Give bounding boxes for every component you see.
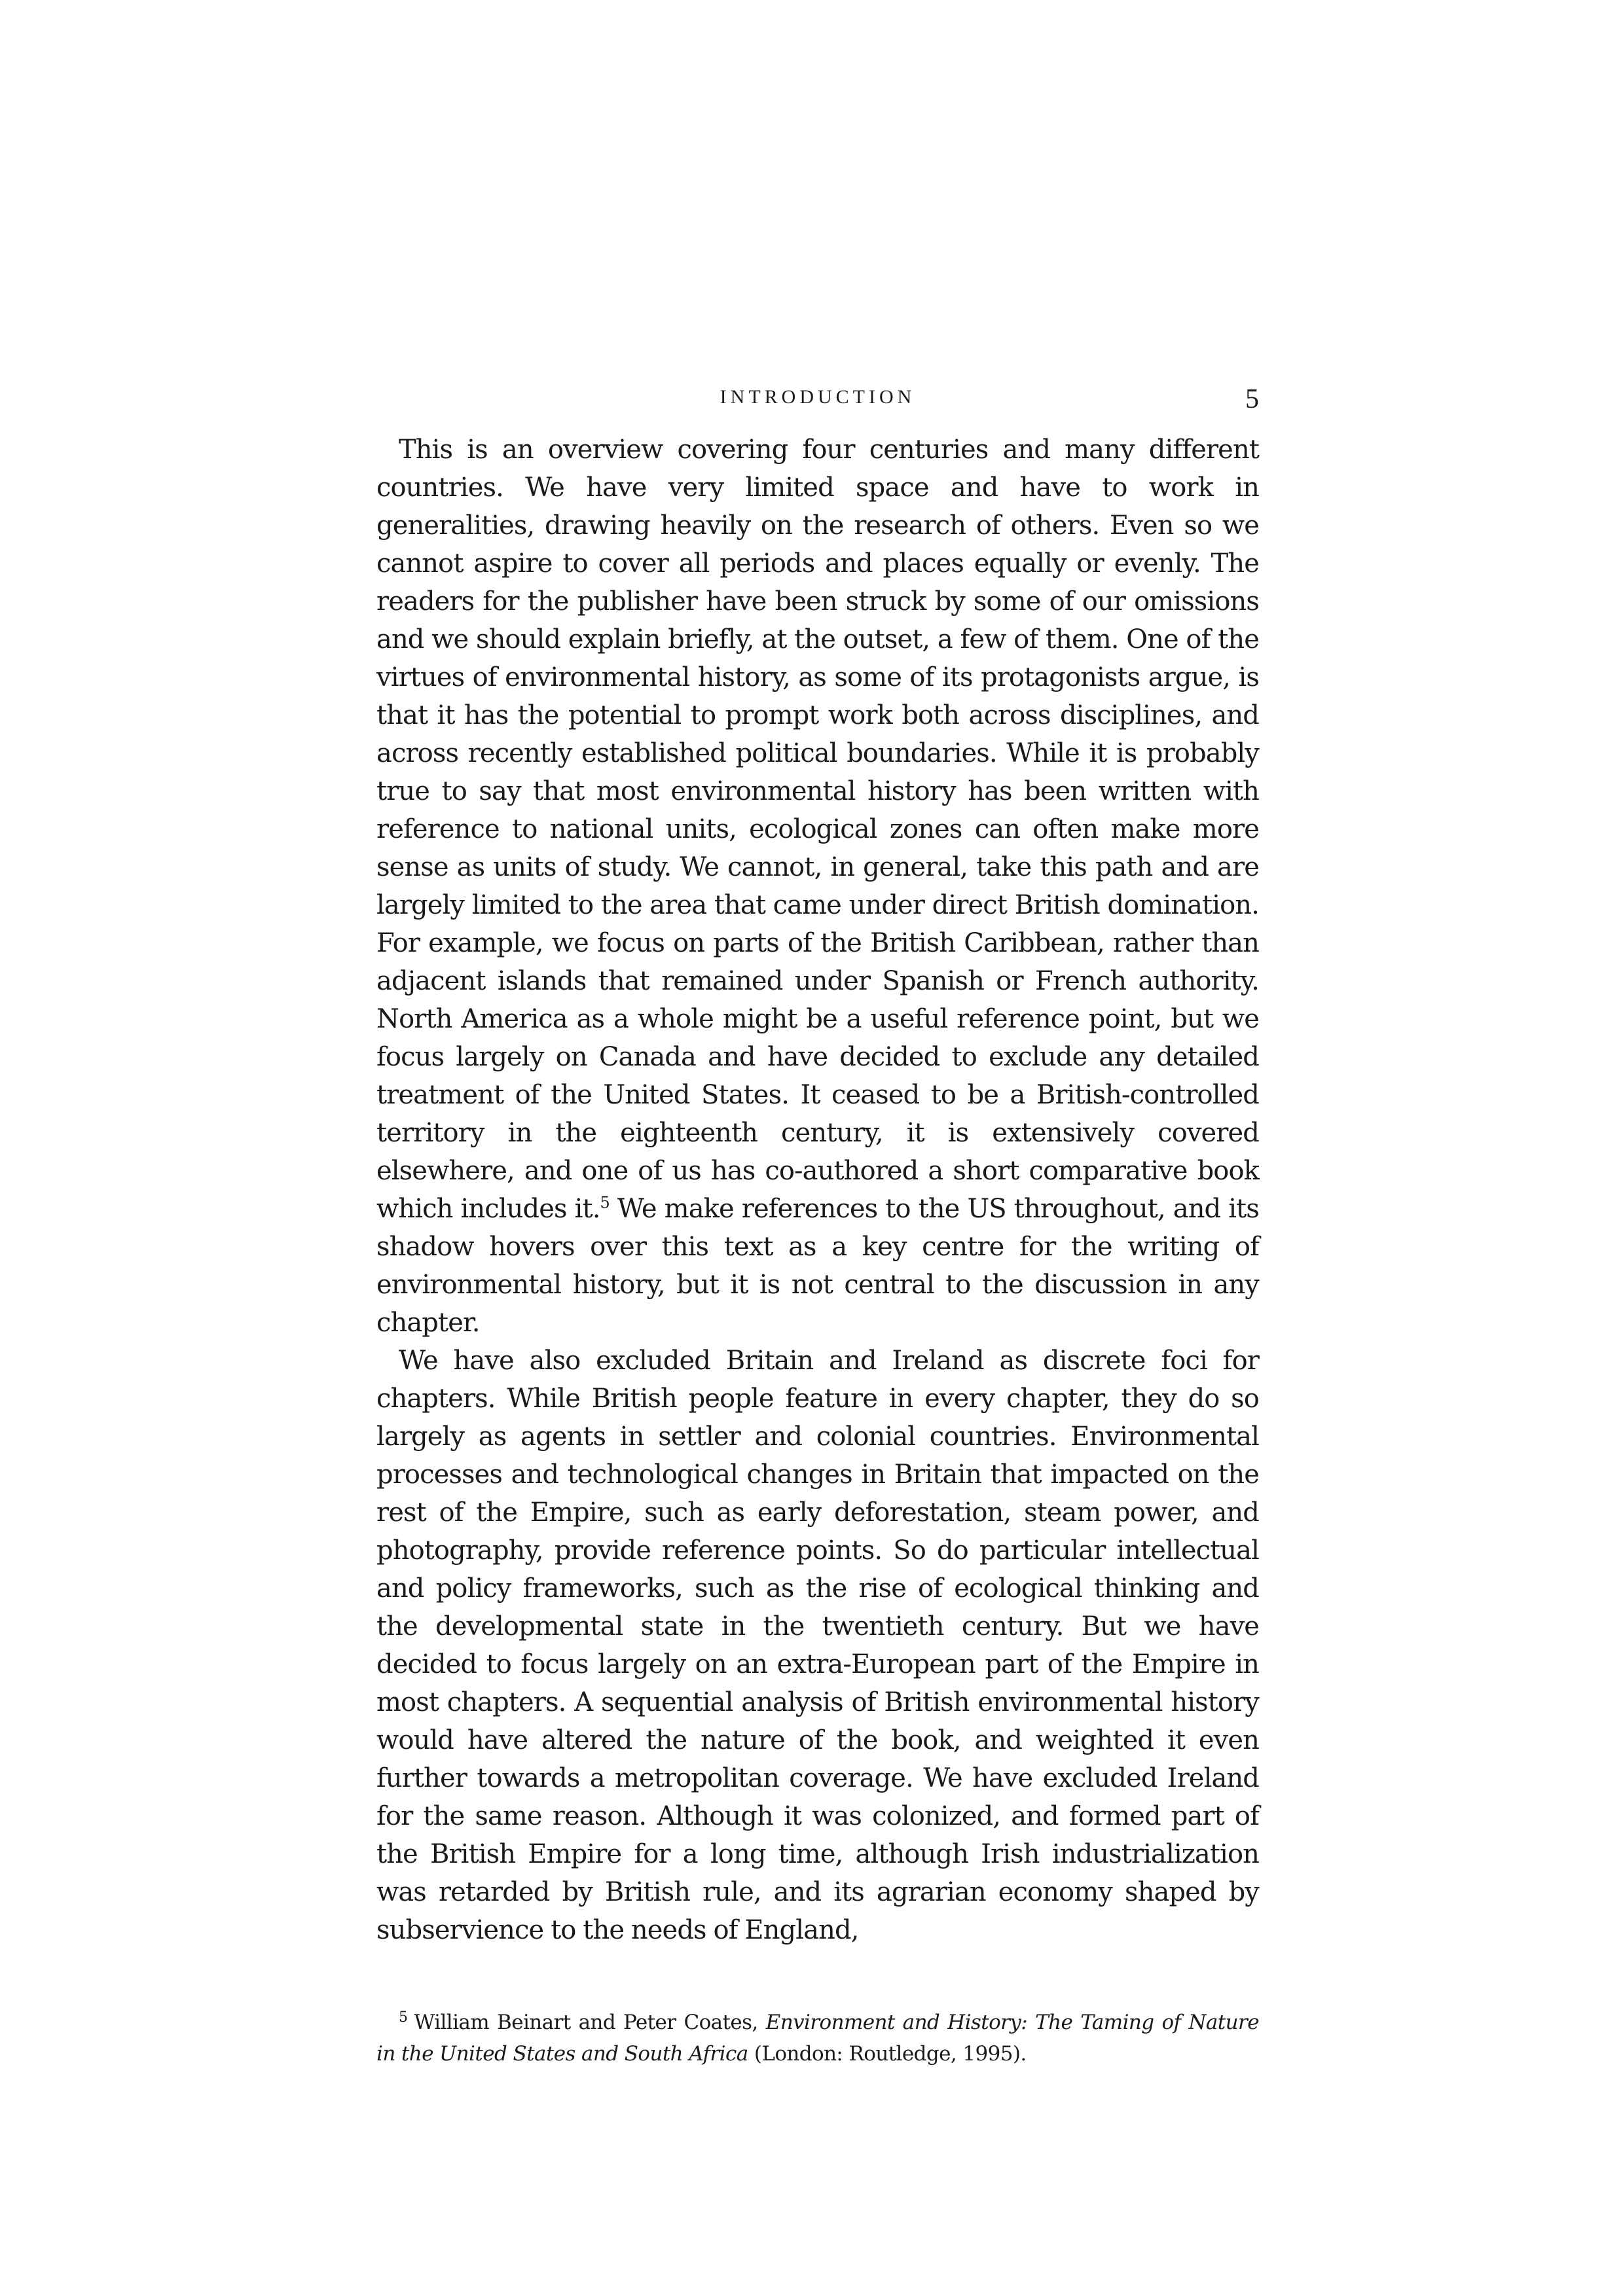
footnote-number: 5 [399,2009,408,2026]
footnote-authors: William Beinart and Peter Coates, [414,2011,766,2034]
footnote-title: Environment and History: The Taming of Nature in the United States and South Africa [376,2011,1259,2066]
running-title: INTRODUCTION [720,386,916,408]
paragraph-1 [376,431,1259,1342]
running-head [376,386,1259,425]
book-page [376,386,1259,2070]
footnote-publication: (London: Routledge, 1995). [748,2042,1027,2066]
footnote-reference: 5 [600,1193,610,1212]
paragraph-2: We have also excluded Britain and Ireland as discrete foci for chapters. While British people feature in every chapter, they do so largely as agents in settler and colonial countries. Environmental processes and technological changes in Britain that impacted on the rest of the Empire, such as early deforestation, steam power, and photography, provide reference points. So do particular intellectual and policy frameworks, such as the rise of ecological thinking and the developmental state in the twentieth century. But we have decided to focus largely on an extra-European part of the Empire in most chapters. A sequential analysis of British environmental history would have altered the nature of the book, and weighted it even further towards a metropolitan coverage. We have excluded Ireland for the same reason. Although it was colonized, and formed part of the British Empire for a long time, although Irish industrialization was retarded by British rule, and its agrarian economy shaped by subservience to the needs of England, [376,1346,1259,1945]
body-text [376,431,1259,1949]
paragraph-1-text-continued: We make references to the US throughout, and its shadow hovers over this text as a key centre for the writing of environmental history, but it is not central to the discussion in any chapter. [376,1194,1259,1338]
page-number: 5 [1245,384,1259,414]
paragraph-1-text: This is an overview covering four centuries and many different countries. We have very limited space and have to work in generalities, drawing heavily on the research of others. Even so we cannot aspire to cover all periods and places equally or evenly. The readers for the publisher have been struck by some of our omissions and we should explain briefly, at the outset, a few of them. One of the virtues of environmental history, as some of its protagonists argue, is that it has the potential to prompt work both across disciplines, and across recently established political boundaries. While it is probably true to say that most environmental history has been written with reference to national units, ecological zones can often make more sense as units of study. We cannot, in general, take this path and are largely limited to the area that came under direct British domination. For example, we focus on parts of the British Caribbean, rather than adjacent islands that remained under Spanish or French authority. North America as a whole might be a useful reference point, but we focus largely on Canada and have decided to exclude any detailed treatment of the United States. It ceased to be a British-controlled territory in the eighteenth century, it is extensively covered elsewhere, and one of us has co-authored a short comparative book which includes it. [376,435,1259,1224]
footnote [376,2007,1259,2070]
